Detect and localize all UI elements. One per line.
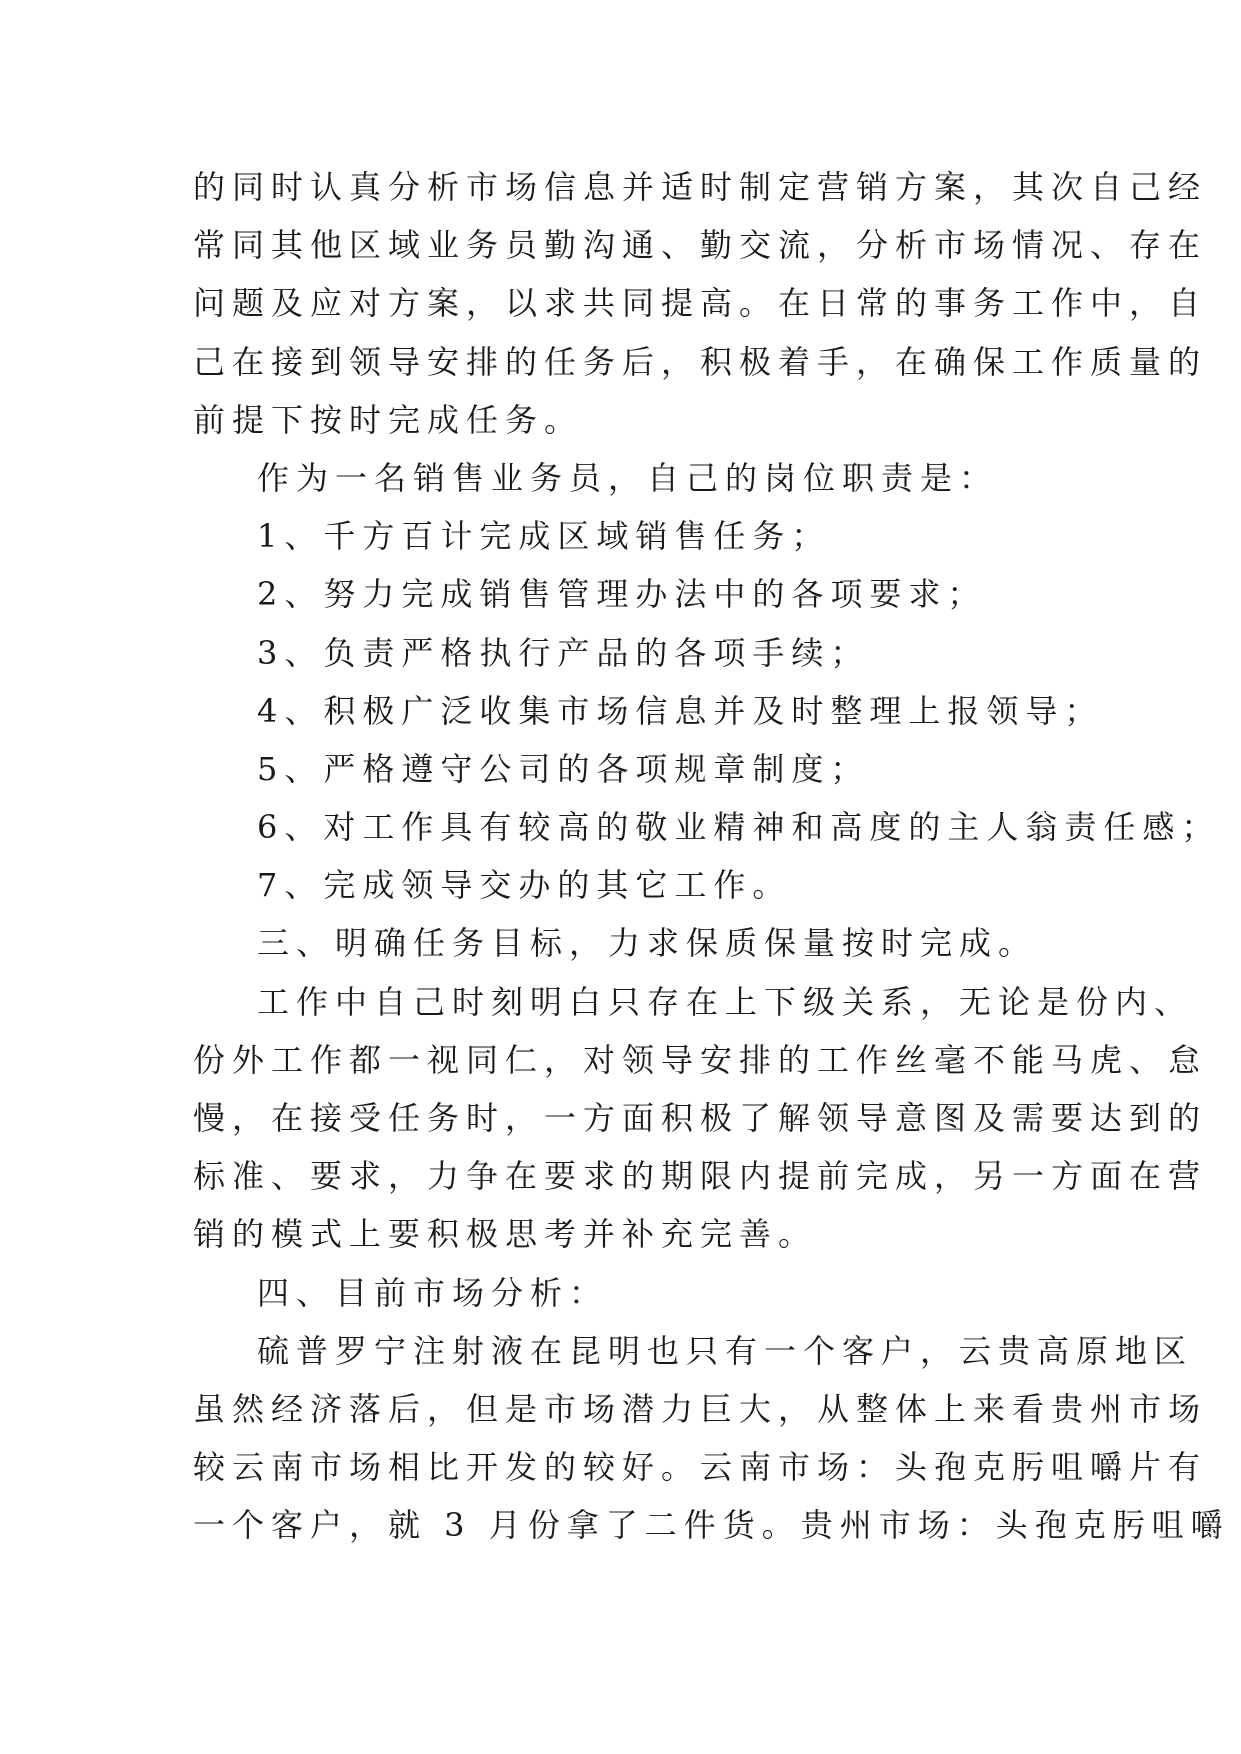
section-heading: 四、目前市场分析： [257, 1273, 609, 1312]
text-line: 慢，在接受任务时，一方面积极了解领导意图及需要达到的 [193, 1099, 1208, 1137]
text-line: 工作中自己时刻明白只存在上下级关系，无论是份内、 [257, 982, 1194, 1021]
list-item: 5、严格遵守公司的各项规章制度； [257, 749, 870, 788]
text-line: 的同时认真分析市场信息并适时制定营销方案，其次自己经 [193, 168, 1208, 206]
section-heading: 三、明确任务目标，力求保质保量按时完成。 [257, 924, 1038, 963]
text-line: 虽然经济落后，但是市场潜力巨大，从整体上来看贵州市场 [193, 1389, 1208, 1428]
list-item: 7、完成领导交办的其它工作。 [257, 866, 792, 905]
text-line: 前提下按时完成任务。 [193, 400, 584, 439]
list-item: 6、对工作具有较高的敬业精神和高度的主人翁责任感； [257, 808, 1221, 847]
document-body [193, 158, 1230, 1555]
text-line: 一个客户，就 3 月份拿了二件货。贵州市场：头孢克肟咀嚼 [193, 1506, 1230, 1545]
list-item: 3、负责严格执行产品的各项手续； [257, 633, 870, 672]
text-line: 硫普罗宁注射液在昆明也只有一个客户，云贵高原地区 [257, 1331, 1194, 1370]
text-line: 标准、要求，力争在要求的期限内提前完成，另一方面在营 [193, 1157, 1208, 1196]
text-line: 己在接到领导安排的任务后，积极着手，在确保工作质量的 [193, 342, 1208, 381]
text-line: 作为一名销售业务员，自己的岗位职责是： [257, 458, 999, 497]
text-line: 份外工作都一视同仁，对领导安排的工作丝毫不能马虎、怠 [193, 1040, 1208, 1079]
text-line: 常同其他区域业务员勤沟通、勤交流，分析市场情况、存在 [193, 226, 1208, 265]
text-line: 较云南市场相比开发的较好。云南市场：头孢克肟咀嚼片有 [193, 1448, 1208, 1487]
text-line: 问题及应对方案，以求共同提高。在日常的事务工作中，自 [193, 284, 1208, 323]
list-item: 1、千方百计完成区域销售任务； [257, 517, 831, 556]
text-line: 销的模式上要积极思考并补充完善。 [193, 1215, 818, 1254]
list-item: 4、积极广泛收集市场信息并及时整理上报领导； [257, 691, 1104, 730]
list-item: 2、努力完成销售管理办法中的各项要求； [257, 575, 987, 614]
